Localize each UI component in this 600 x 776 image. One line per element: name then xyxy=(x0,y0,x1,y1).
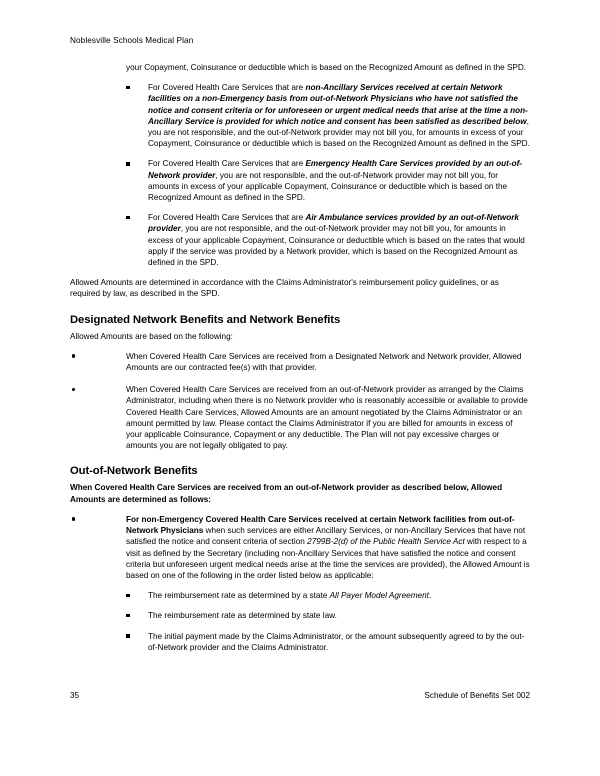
designated-network-intro: Allowed Amounts are based on the following: xyxy=(70,331,233,341)
bullet-text-1: when such services are either Ancillary Services, or non-Ancillary Services that have not satisfied the notice and consent criteria of section xyxy=(126,526,526,547)
sub-item-italic: All Payer Model Agreement xyxy=(329,591,429,601)
list-item-text: When Covered Health Care Services are received from an out-of-Network provider as arranged by the Claims Administrator, including when there is no Network provider who is reasonably accessible or available to provide Covered Health Care Services, Allowed Amounts are an amount negotiated by the Claims Administrator or an amount permitted by law. Please contact the Claims Administrator if you are billed for amounts in excess of your applicable Coinsurance, Copayment or any deductible. The Plan will not pay excessive charges or amounts you are not legally obligated to pay. xyxy=(126,385,528,451)
list-item xyxy=(70,384,530,451)
bullet-lead-text: For Covered Health Care Services that are xyxy=(148,83,306,93)
page-footer xyxy=(70,690,530,702)
bullet-tail-text: , you are not responsible, and the out-of-Network provider may not bill you, for amounts in excess of your applicable Copayment, Coinsurance or deductible which is based on the Recognized Amount as defined in the SPD. xyxy=(148,170,508,203)
square-bullet-icon xyxy=(126,594,130,598)
bullet-italic-citation: 2799B-2(d) of the Public Health Service Act xyxy=(307,537,465,547)
bullet-emphasis-text: Emergency Health Care Services provided by an out-of-Network provider xyxy=(148,159,523,180)
list-item xyxy=(126,590,530,601)
sub-item-text-2: . xyxy=(428,591,432,601)
page-content xyxy=(70,62,530,653)
list-item xyxy=(126,158,530,203)
out-of-network-intro: When Covered Health Care Services are received from an out-of-Network provider as described below, Allowed Amounts are determined as follows: xyxy=(70,483,503,504)
sub-item-text-1: The reimbursement rate as determined by state law. xyxy=(148,611,337,621)
square-bullet-icon xyxy=(126,614,130,618)
square-bullet-icon xyxy=(126,216,130,220)
bullet-lead-text: For Covered Health Care Services that are xyxy=(148,213,306,223)
section-heading-out-of-network: Out-of-Network Benefits xyxy=(70,465,198,478)
bullet-lead-text: For Covered Health Care Services that are xyxy=(148,159,306,169)
list-item xyxy=(126,610,530,621)
bullet-text-2: with respect to a visit as defined by the Secretary (including non-Ancillary Services that have satisfied the notice and consent criteria but unforeseen urgent medical needs arise at the time the services are provided), the Allowed Amount is based on one of the following in the order listed below as applicable: xyxy=(126,537,530,580)
square-bullet-icon xyxy=(126,162,130,166)
list-item xyxy=(126,212,530,268)
list-item xyxy=(126,631,530,653)
allowed-amount-order-list xyxy=(126,590,530,653)
bullet-bold-lead: For non-Emergency Covered Health Care Services received at certain Network facilities from out-of-Network Physicians xyxy=(126,514,515,536)
allowed-amounts-paragraph: Allowed Amounts are determined in accordance with the Claims Administrator's reimbursement policy guidelines, or as required by law, as described in the SPD. xyxy=(70,278,499,299)
list-item xyxy=(70,351,530,373)
spacer xyxy=(70,342,530,351)
list-item xyxy=(126,82,530,149)
sub-item-text-1: The initial payment made by the Claims Administrator, or the amount subsequently agreed to by the out-of-Network provider and the Claims Administrator. xyxy=(148,631,525,652)
bullet-tail-text: , you are not responsible, and the out-of-Network provider may not bill you, for amounts in excess of your Copayment, Coinsurance or deductible which is based on the Recognized Amount as defined in the SPD. xyxy=(148,116,530,149)
spacer xyxy=(70,268,530,277)
bullet-emphasis-text: non-Ancillary Services received at certain Network facilities on a non-Emergency basis from out-of-Network Physicians who have not satisfied the notice and consent criteria or for unforeseen or urgent medical needs that arise at the time a non-Ancillary Service is provided for which notice and consent has been satisfied as described below xyxy=(148,83,528,126)
spacer xyxy=(70,505,530,514)
designated-network-bullet-list xyxy=(70,351,530,452)
round-bullet-icon xyxy=(72,388,75,391)
out-of-network-bullet-list xyxy=(70,514,530,653)
continuation-paragraph: your Copayment, Coinsurance or deductible which is based on the Recognized Amount as defined in the SPD. xyxy=(126,63,527,72)
list-item xyxy=(70,514,530,653)
spacer xyxy=(70,73,530,82)
bullet-tail-text: , you are not responsible, and the out-of-Network provider may not bill you, for amounts in excess of your applicable Copayment, Coinsurance or deductible which is based on the rates that would apply if the service was provided by a Network provider, which is based on the Recognized Amount as defined in the SPD. xyxy=(148,224,525,268)
footer-document-title: Schedule of Benefits Set 002 xyxy=(424,691,530,700)
section-heading-designated-network: Designated Network Benefits and Network Benefits xyxy=(70,313,341,326)
list-item-text: When Covered Health Care Services are received from a Designated Network and Network provider, Allowed Amounts are our contracted fee(s) with that provider. xyxy=(126,351,522,373)
running-head: Noblesville Schools Medical Plan xyxy=(70,36,194,45)
square-bullet-icon xyxy=(126,86,130,90)
round-bullet-icon xyxy=(72,517,75,520)
page-number: 35 xyxy=(70,691,80,700)
balance-billing-bullet-list xyxy=(70,82,530,268)
bullet-emphasis-text: Air Ambulance services provided by an out-of-Network provider xyxy=(148,213,519,234)
spacer xyxy=(70,451,530,464)
sub-item-text-1: The reimbursement rate as determined by a state xyxy=(148,591,330,601)
spacer xyxy=(70,300,530,313)
round-bullet-icon xyxy=(72,354,75,357)
square-bullet-icon xyxy=(126,634,130,638)
